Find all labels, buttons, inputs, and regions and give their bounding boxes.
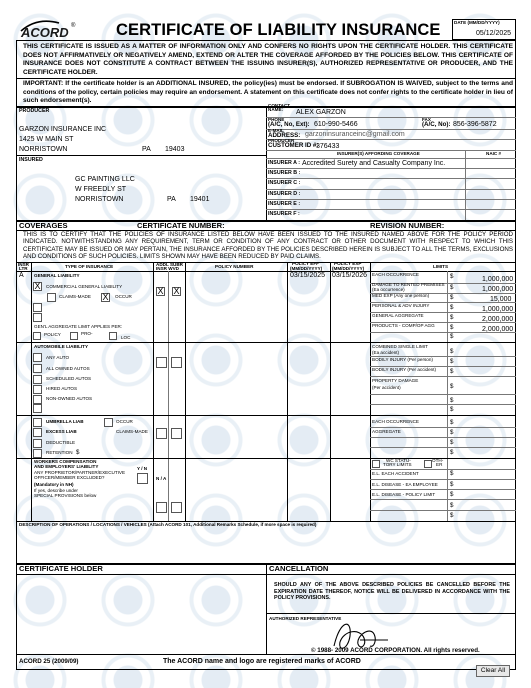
gl-limit-label: DAMAGE TO RENTED PREMISES (Ea occurrence) xyxy=(372,282,445,292)
claims-made-checkbox[interactable] xyxy=(47,293,56,302)
producer-zip[interactable]: 19403 xyxy=(165,146,185,153)
producer-name[interactable]: GARZON INSURANCE INC xyxy=(19,126,107,133)
gl-addl-mark: X xyxy=(157,286,164,296)
phone-label-2: (A/C, No, Ext): xyxy=(268,121,310,128)
occur-check-mark: X xyxy=(102,292,109,302)
policy-exp-header: POLICY EXP xyxy=(334,261,362,266)
cancellation-text: SHOULD ANY OF THE ABOVE DESCRIBED POLICIES BE CANCELLED BEFORE THE EXPIRATION DATE THEREOF, NOTICE WILL BE DELIVERED IN ACCORDANCE WITH THE POLICY PROVISIONS. xyxy=(274,582,510,602)
cancellation-label: CANCELLATION xyxy=(269,564,329,573)
insured-city[interactable]: NORRISTOWN xyxy=(75,196,124,203)
revision-number-label: REVISION NUMBER: xyxy=(370,221,445,230)
gl-insurer-letter[interactable]: A xyxy=(19,272,24,279)
fax-value[interactable]: 856-396-5872 xyxy=(453,121,497,128)
coverages-label: COVERAGES xyxy=(19,221,68,230)
gl-limit-label: GENERAL AGGREGATE xyxy=(372,313,424,318)
dollar-sign: $ xyxy=(450,368,454,375)
wc-statutory-label: WC STATU- xyxy=(386,458,411,463)
gl-addl-insr-check[interactable] xyxy=(156,287,165,296)
form-number: ACORD 25 (2009/09) xyxy=(19,658,79,665)
insurer-d-label: INSURER D : xyxy=(268,191,301,197)
el-employee-label: E.L. DISEASE - EA EMPLOYEE xyxy=(372,482,438,487)
gl-blank-check-1[interactable] xyxy=(33,303,42,312)
csl-label: COMBINED SINGLE LIMIT xyxy=(372,344,428,349)
dollar-sign: $ xyxy=(450,470,454,477)
email-label: E-MAIL xyxy=(268,128,284,133)
umbrella-occur-label: OCCUR xyxy=(116,419,133,424)
page-title: CERTIFICATE OF LIABILITY INSURANCE xyxy=(116,21,441,39)
umbrella-each-label: EACH OCCURRENCE xyxy=(372,419,419,424)
dollar-sign: $ xyxy=(450,294,454,301)
copyright-text: © 1988- 2009 ACORD CORPORATION. All rights reserved. xyxy=(311,647,480,654)
hired-auto-label: HIRED AUTOS xyxy=(46,386,78,391)
csl-label-2: (Ea accident) xyxy=(372,350,400,355)
gl-limit-value[interactable]: 2,000,000 xyxy=(482,326,514,333)
el-accident-label: E.L. EACH ACCIDENT xyxy=(372,471,419,476)
agg-loc-check[interactable] xyxy=(109,332,117,340)
phone-value[interactable]: 610-990-5466 xyxy=(314,121,358,128)
dollar-sign: $ xyxy=(450,406,454,413)
naic-header: NAIC # xyxy=(486,151,502,156)
wc-label-2: AND EMPLOYERS' LIABILITY xyxy=(34,464,99,469)
contact-name-label: CONTACT NAME: xyxy=(268,103,291,113)
dollar-sign: $ xyxy=(450,397,454,404)
insurer-e-label: INSURER E : xyxy=(268,201,301,207)
pd-label: PROPERTY DAMAGE xyxy=(372,378,419,383)
agg-loc-label: LOC xyxy=(121,335,131,340)
dollar-sign: $ xyxy=(450,314,454,321)
gl-limit-label: PRODUCTS - COMP/OP AGG xyxy=(372,323,435,328)
customer-id-label: PRODUCER xyxy=(268,138,295,143)
insured-address[interactable]: W FREEDLY ST xyxy=(75,186,127,193)
description-label: DESCRIPTION OF OPERATIONS / LOCATIONS / VEHICLES (Attach ACORD 101, Additional Remarks Schedule, if more space is required) xyxy=(19,522,317,527)
umbrella-claims-label: CLAIMS-MADE xyxy=(116,429,148,434)
gl-subr-mark: X xyxy=(173,286,180,296)
dollar-sign: $ xyxy=(450,419,454,426)
gl-exp-date[interactable]: 03/15/2026 xyxy=(332,272,368,279)
insurer-f-label: INSURER F : xyxy=(268,211,300,217)
insured-name[interactable]: GC PAINTING LLC xyxy=(75,176,135,183)
scheduled-auto-check[interactable] xyxy=(33,375,42,384)
owned-auto-label: ALL OWNED AUTOS xyxy=(46,366,90,371)
dollar-sign: $ xyxy=(450,284,454,291)
wc-other-label-2: ER xyxy=(436,462,443,467)
producer-city[interactable]: NORRISTOWN xyxy=(19,146,68,153)
agg-project-check[interactable] xyxy=(70,332,78,340)
auto-label: AUTOMOBILE LIABILITY xyxy=(34,344,89,349)
bi-person-label: BODILY INJURY (Per person) xyxy=(372,357,433,362)
dollar-sign: $ xyxy=(450,449,454,456)
wc-label-7: SPECIAL PROVISIONS below xyxy=(34,493,97,498)
umbrella-occur-check[interactable] xyxy=(104,418,113,427)
umbrella-subr-check[interactable] xyxy=(171,428,182,439)
coverages-text: THIS IS TO CERTIFY THAT THE POLICIES OF INSURANCE LISTED BELOW HAVE BEEN ISSUED TO THE INSURED NAMED ABOVE FOR THE POLICY PERIOD INDICATED. NOTWITHSTANDING ANY REQUIREMENT, TERM OR CONDITION OF ANY CONTRACT OR OTHER DOCUMENT WITH RESPECT TO WHICH THIS CERTIFICATE MAY BE ISSUED OR MAY PERTAIN, THE INSURANCE AFFORDED BY THE POLICIES DESCRIBED HEREIN IS SUBJECT TO ALL THE TERMS, EXCLUSIONS AND CONDITIONS OF SUCH POLICIES. LIMITS SHOWN MAY HAVE BEEN REDUCED BY PAID CLAIMS. xyxy=(23,231,513,260)
certificate-holder-label: CERTIFICATE HOLDER xyxy=(19,564,103,573)
policy-exp-format: (MM/DD/YYYY) xyxy=(332,266,365,271)
acord-logo xyxy=(19,19,81,39)
wc-other-label: OTH- xyxy=(432,458,444,463)
dollar-sign: $ xyxy=(450,481,454,488)
phone-label: PHONE xyxy=(268,117,285,122)
agg-pro-label: PRO- xyxy=(81,331,93,336)
limits-header: LIMITS xyxy=(433,264,449,269)
scheduled-auto-label: SCHEDULED AUTOS xyxy=(46,376,92,381)
insr-label: INSR xyxy=(18,262,29,267)
excess-label: EXCESS LIAB xyxy=(46,429,77,434)
agg-policy-label: POLICY xyxy=(44,332,61,337)
gl-limit-value[interactable]: 15,000 xyxy=(490,296,512,303)
wc-statutory-label-2: TORY LIMITS xyxy=(383,462,412,467)
wc-na-label: N / A xyxy=(156,476,167,481)
customer-id-value[interactable]: 376433 xyxy=(316,143,340,150)
gl-commercial-label: COMMERCIAL GENERAL LIABILITY xyxy=(46,284,123,289)
fax-label: FAX xyxy=(422,117,431,122)
deductible-label: DEDUCTIBLE xyxy=(46,440,76,445)
el-policy-label: E.L. DISEASE - POLICY LIMIT xyxy=(372,492,436,497)
certificate-holder-field[interactable] xyxy=(18,576,264,652)
wc-statutory-check[interactable] xyxy=(372,460,380,468)
insured-label: INSURED xyxy=(19,157,43,163)
date-label: DATE (MM/DD/YYYY) xyxy=(454,20,500,25)
gl-limit-label: PERSONAL & ADV INJURY xyxy=(372,303,430,308)
producer-label: PRODUCER xyxy=(19,108,50,114)
dollar-sign: $ xyxy=(450,429,454,436)
insured-zip[interactable]: 19401 xyxy=(190,196,210,203)
notice-disclaimer: THIS CERTIFICATE IS ISSUED AS A MATTER OF INFORMATION ONLY AND CONFERS NO RIGHTS UPON THE CERTIFICATE HOLDER. THIS CERTIFICATE DOES NOT AFFIRMATIVELY OR NEGATIVELY AMEND, EXTEND OR ALTER THE COVERAGE AFFORDED BY THE POLICIES BELOW. THIS CERTIFICATE OF INSURANCE DOES NOT CONSTITUTE A CONTRACT BETWEEN THE ISSUING INSURER(S), AUTHORIZED REPRESENTATIVE OR PRODUCER, AND THE CERTIFICATE HOLDER. xyxy=(23,43,513,76)
wc-label-6: If yes, describe under xyxy=(34,488,78,493)
addl-subr-header: ADDL SUBR xyxy=(156,262,183,267)
fax-label-2: (A/C, No): xyxy=(422,121,451,128)
certificate-number-label: CERTIFICATE NUMBER: xyxy=(137,221,225,230)
wc-label-5: (Mandatory in NH) xyxy=(34,482,74,487)
insurer-b-label: INSURER B : xyxy=(268,170,301,176)
wc-label-4: OFFICER/MEMBER EXCLUDED? xyxy=(34,475,105,480)
agg-policy-check[interactable] xyxy=(33,332,41,340)
description-field[interactable] xyxy=(18,530,514,560)
wc-label-1: WORKERS COMPENSATION xyxy=(34,459,97,464)
wc-blank-check-1[interactable] xyxy=(156,502,167,513)
date-value[interactable]: 05/12/2025 xyxy=(476,30,512,37)
any-auto-check[interactable] xyxy=(33,353,42,362)
nonowned-auto-label: NON-OWNED AUTOS xyxy=(46,396,93,401)
dollar-sign: $ xyxy=(450,333,454,340)
owned-auto-check[interactable] xyxy=(33,364,42,373)
dollar-sign: $ xyxy=(450,491,454,498)
umbrella-check[interactable] xyxy=(33,418,42,427)
occur-checkbox[interactable] xyxy=(101,293,110,302)
gl-limit-value[interactable]: 1,000,000 xyxy=(482,276,514,283)
insurers-header: INSURER(S) AFFORDING COVERAGE xyxy=(337,151,420,156)
notice-important: IMPORTANT: If the certificate holder is an ADDITIONAL INSURED, the policy(ies) must be endorsed. If SUBROGATION IS WAIVED, subject to the terms and conditions of the policy, certain policies may require an endorsement. A statement on this certificate does not confer rights to the certificate holder in lieu of such endorsement(s). xyxy=(23,80,513,105)
clear-all-button[interactable]: Clear All xyxy=(476,665,510,677)
gl-subr-wvd-check[interactable] xyxy=(172,287,181,296)
producer-address[interactable]: 1425 W MAIN ST xyxy=(19,136,74,143)
gl-limit-value[interactable]: 1,000,000 xyxy=(482,286,514,293)
umbrella-agg-label: AGGREGATE xyxy=(372,429,401,434)
registered-mark: ® xyxy=(71,23,76,29)
nonowned-auto-check[interactable] xyxy=(33,395,42,404)
retention-label: RETENTION xyxy=(46,450,73,455)
ltr-label: LTR xyxy=(19,266,28,271)
gl-eff-date[interactable]: 03/15/2025 xyxy=(290,272,326,279)
policy-eff-header: POLICY EFF xyxy=(292,261,319,266)
customer-id-label-2: CUSTOMER ID #: xyxy=(268,142,319,149)
gl-limit-value[interactable]: 1,000,000 xyxy=(482,306,514,313)
wc-other-check[interactable] xyxy=(424,460,432,468)
insurer-a-label: INSURER A : xyxy=(268,160,300,166)
insurer-c-label: INSURER C : xyxy=(268,180,301,186)
dollar-sign: $ xyxy=(450,512,454,519)
deductible-check[interactable] xyxy=(33,439,42,448)
insr-wvd-header: INSR WVD xyxy=(156,266,179,271)
contact-name[interactable]: ALEX GARZON xyxy=(296,109,346,116)
gl-limit-label: EACH OCCURRENCE xyxy=(372,272,419,277)
claims-made-label: CLAIMS-MADE xyxy=(59,294,91,299)
type-of-insurance-header: TYPE OF INSURANCE xyxy=(65,264,114,269)
dollar-sign: $ xyxy=(450,324,454,331)
hired-auto-check[interactable] xyxy=(33,385,42,394)
authorized-rep-label: AUTHORIZED REPRESENTATIVE xyxy=(269,616,342,621)
gl-label: GENERAL LIABILITY xyxy=(34,273,80,278)
dollar-sign: $ xyxy=(450,273,454,280)
occur-label: OCCUR xyxy=(115,294,132,299)
insured-state[interactable]: PA xyxy=(167,196,176,203)
auto-blank-check-1[interactable] xyxy=(33,404,42,413)
wc-excluded-check[interactable] xyxy=(137,473,148,484)
dollar-sign: $ xyxy=(450,304,454,311)
dollar-sign: $ xyxy=(450,383,454,390)
gl-aggregate-label: GEN'L AGGREGATE LIMIT APPLIES PER: xyxy=(34,324,123,329)
dollar-sign: $ xyxy=(450,348,454,355)
email-value[interactable]: garzoninsuranceinc@gmail.com xyxy=(305,131,405,138)
dollar-sign: $ xyxy=(450,502,454,509)
gl-limit-value[interactable]: 2,000,000 xyxy=(482,316,514,323)
retention-check[interactable] xyxy=(33,449,42,458)
dollar-sign: $ xyxy=(450,439,454,446)
wc-blank-check-2[interactable] xyxy=(171,502,182,513)
email-label-2: ADDRESS: xyxy=(268,132,301,139)
gl-limit-label: MED EXP (Any one person) xyxy=(372,293,430,298)
auto-subr-check[interactable] xyxy=(171,357,182,368)
bi-accident-label: BODILY INJURY (Per accident) xyxy=(372,367,436,372)
wc-label-3: ANY PROPRIETOR/PARTNER/EXECUTIVE xyxy=(34,470,126,475)
acord-logo-text: ACORD xyxy=(21,25,69,40)
gl-checkbox[interactable] xyxy=(33,282,42,291)
excess-check[interactable] xyxy=(33,428,42,437)
umbrella-label: UMBRELLA LIAB xyxy=(46,419,84,424)
insurer-a-name[interactable]: Accredited Surety and Casualty Company Inc. xyxy=(302,160,446,167)
retention-dollar: $ xyxy=(76,449,80,456)
gl-check-mark: X xyxy=(34,281,41,291)
pd-label-2: (Per accident) xyxy=(372,385,401,390)
registered-marks-text: The ACORD name and logo are registered marks of ACORD xyxy=(163,658,361,665)
dollar-sign: $ xyxy=(450,358,454,365)
policy-eff-format: (MM/DD/YYYY) xyxy=(290,266,323,271)
gl-blank-check-2[interactable] xyxy=(33,313,42,322)
any-auto-label: ANY AUTO xyxy=(46,355,70,360)
umbrella-addl-check[interactable] xyxy=(156,428,167,439)
producer-state[interactable]: PA xyxy=(142,146,151,153)
wc-yn-label: Y / N xyxy=(137,466,148,471)
policy-number-header: POLICY NUMBER xyxy=(215,264,254,269)
auto-addl-check[interactable] xyxy=(156,357,167,368)
